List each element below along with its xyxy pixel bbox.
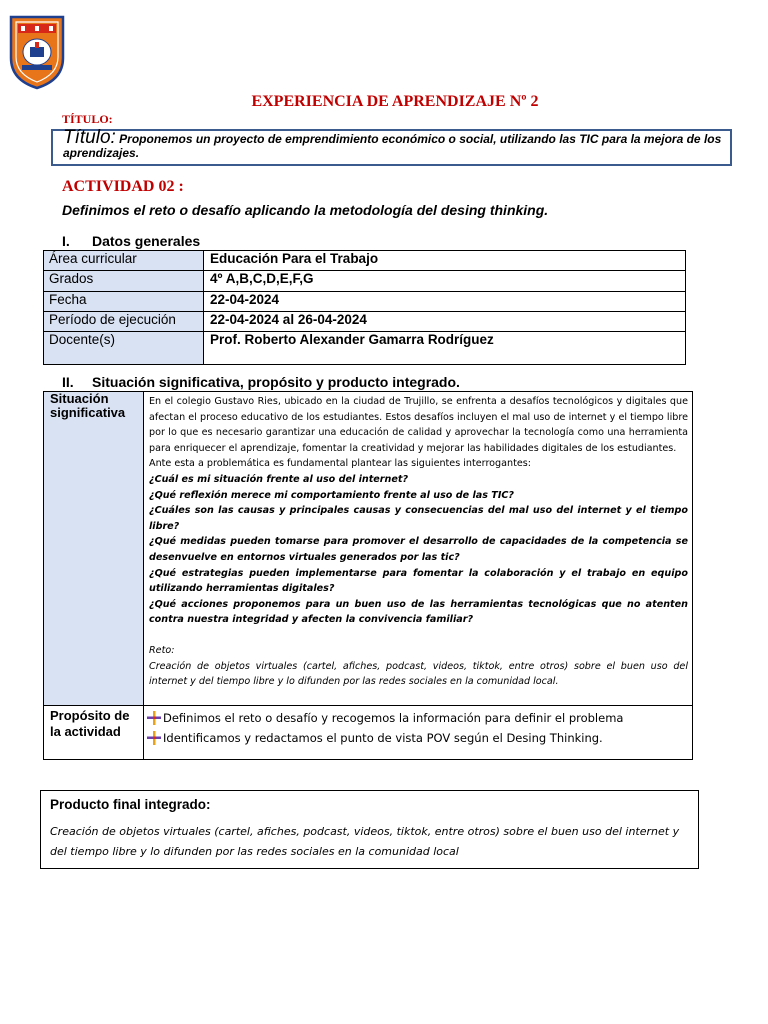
question-item: ¿Cuál es mi situación frente al uso del internet? (149, 473, 409, 485)
row-label: Docente(s) (44, 332, 204, 365)
cross-bullet-icon (146, 730, 162, 746)
row-value: Educación Para el Trabajo (204, 251, 686, 271)
row-label: Grados (44, 271, 204, 292)
proposito-item-text: Definimos el reto o desafío y recogemos la información para definir el problema (163, 711, 624, 725)
reto-text: Creación de objetos virtuales (cartel, afiches, podcast, videos, tiktok, entre otros) sobre el buen uso del internet y del tiempo libre y lo difunden por las redes sociales en la comunidad local. (149, 660, 688, 688)
situacion-label: Situación significativa (44, 392, 144, 706)
title-box-label: Título: (63, 127, 116, 148)
titulo-label: TÍTULO: (62, 112, 113, 126)
list-item (146, 728, 694, 748)
cross-bullet-icon (146, 710, 162, 726)
producto-box (40, 790, 699, 869)
actividad-label: ACTIVIDAD 02 : (62, 178, 184, 195)
section1-title: Datos generales (92, 233, 201, 249)
table-row (44, 251, 686, 271)
situacion-intro: En el colegio Gustavo Ries, ubicado en la ciudad de Trujillo, se enfrenta a desafíos tecnológicos y digitales que afectan el proceso educativo de los estudiantes. Estos desafíos incluyen el mal uso de internet y el tiempo libre por lo que es necesario garantizar una educación de calidad y aprovechar la tecnología como una herramienta para enriquecer el aprendizaje, fomentar la creatividad y mejorar las habilidades digitales de los estudiantes. (149, 396, 688, 454)
question-item: ¿Qué acciones proponemos para un buen uso de las herramientas tecnológicas que no atenten contra nuestra integridad y afecten la convivencia familiar? (149, 598, 688, 626)
situacion-content (144, 392, 692, 706)
row-value: Prof. Roberto Alexander Gamarra Rodríguez (204, 332, 686, 365)
section2-number: II. (62, 374, 74, 390)
table-row (44, 312, 686, 332)
proposito-content (144, 706, 694, 761)
main-title: EXPERIENCIA DE APRENDIZAJE Nº 2 (251, 93, 539, 110)
row-value: 22-04-2024 (204, 292, 686, 312)
table-row (44, 332, 686, 365)
producto-text: Creación de objetos virtuales (cartel, afiches, podcast, videos, tiktok, entre otros) sobre el buen uso del internet y del tiempo libre y lo difunden por las redes sociales en la comunidad local (50, 825, 680, 858)
section2-title: Situación significativa, propósito y producto integrado. (92, 374, 460, 390)
proposito-item-text: Identificamos y redactamos el punto de vista POV según el Desing Thinking. (163, 731, 603, 745)
title-box-text: Proponemos un proyecto de emprendimiento económico o social, utilizando las TIC para la mejora de los aprendizajes. (63, 132, 722, 160)
question-item: ¿Qué reflexión merece mi comportamiento frente al uso de las TIC? (149, 489, 514, 501)
row-label: Período de ejecución (44, 312, 204, 332)
table-row (44, 271, 686, 292)
row-label: Fecha (44, 292, 204, 312)
list-item (146, 708, 694, 728)
school-crest-logo (8, 14, 66, 90)
actividad-subtitle: Definimos el reto o desafío aplicando la metodología del desing thinking. (62, 202, 549, 218)
question-item: ¿Qué medidas pueden tomarse para promover el desarrollo de capacidades de la competencia se desenvuelve en entornos virtuales generados por las tic? (149, 536, 688, 563)
proposito-label: Propósito de la actividad (44, 706, 144, 759)
row-value: 22-04-2024 al 26-04-2024 (204, 312, 686, 332)
table-row (44, 292, 686, 312)
section2-heading (62, 374, 460, 390)
section1-heading (62, 233, 200, 249)
producto-title: Producto final integrado: (50, 797, 211, 812)
question-item: ¿Qué estrategias pueden implementarse para fomentar la colaboración y el trabajo en equipo utilizando herramientas digitales? (149, 567, 688, 595)
row-label: Área curricular (44, 251, 204, 271)
datos-generales-table (43, 250, 686, 365)
situacion-ante: Ante esta a problemática es fundamental plantear las siguientes interrogantes: (149, 458, 531, 470)
row-value: 4º A,B,C,D,E,F,G (204, 271, 686, 292)
section1-number: I. (62, 233, 70, 249)
question-item: ¿Cuáles son las causas y principales causas y consecuencias del mal uso del internet y el tiempo libre? (149, 505, 688, 532)
title-box (51, 129, 732, 166)
reto-label: Reto: (149, 644, 175, 656)
situacion-table (43, 391, 693, 760)
